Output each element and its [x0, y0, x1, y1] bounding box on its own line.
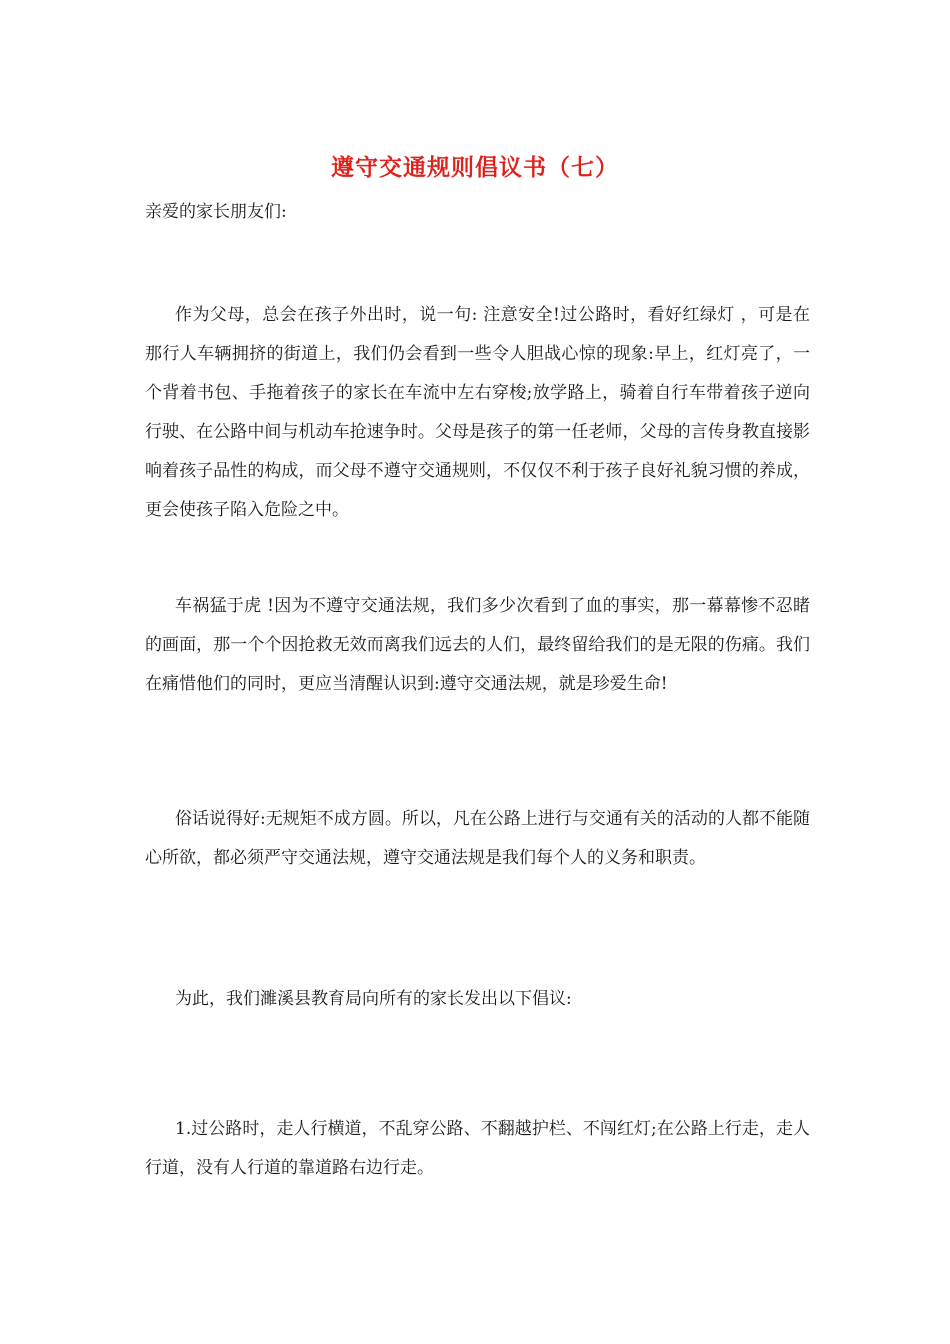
paragraph-proposal-intro: 为此，我们濉溪县教育局向所有的家长发出以下倡议:: [175, 989, 572, 1009]
paragraph-proposal-item-1: 1.过公路时，走人行横道，不乱穿公路、不翻越护栏、不闯红灯;在公路上行走，走人行道，没有人行道的靠道路右边行走。: [145, 1119, 810, 1178]
greeting-line: 亲爱的家长朋友们:: [145, 202, 287, 222]
paragraph-rules-duty: 俗话说得好:无规矩不成方圆。所以，凡在公路上进行与交通有关的活动的人都不能随心所欲，都必须严守交通法规，遵守交通法规是我们每个人的义务和职责。: [145, 809, 810, 868]
paragraph-accidents: 车祸猛于虎 !因为不遵守交通法规，我们多少次看到了血的事实，那一幕幕惨不忍睹的画面，那一个个因抢救无效而离我们远去的人们，最终留给我们的是无限的伤痛。我们在痛惜他们的同时，更应当清醒认识到:遵守交通法规，就是珍爱生命!: [145, 596, 810, 694]
paragraph-parents-safety: 作为父母，总会在孩子外出时，说一句: 注意安全!过公路时，看好红绿灯 ，可是在那行人车辆拥挤的街道上，我们仍会看到一些令人胆战心惊的现象:早上，红灯亮了，一个背着书包、手拖着孩子的家长在车流中左右穿梭;放学路上，骑着自行车带着孩子逆向行驶、在公路中间与机动车抢速争时。父母是孩子的第一任老师，父母的言传身教直接影响着孩子品性的构成，而父母不遵守交通规则，不仅仅不利于孩子良好礼貌习惯的养成，更会使孩子陷入危险之中。: [145, 305, 810, 520]
document-title: 遵守交通规则倡议书（七）: [331, 154, 619, 181]
